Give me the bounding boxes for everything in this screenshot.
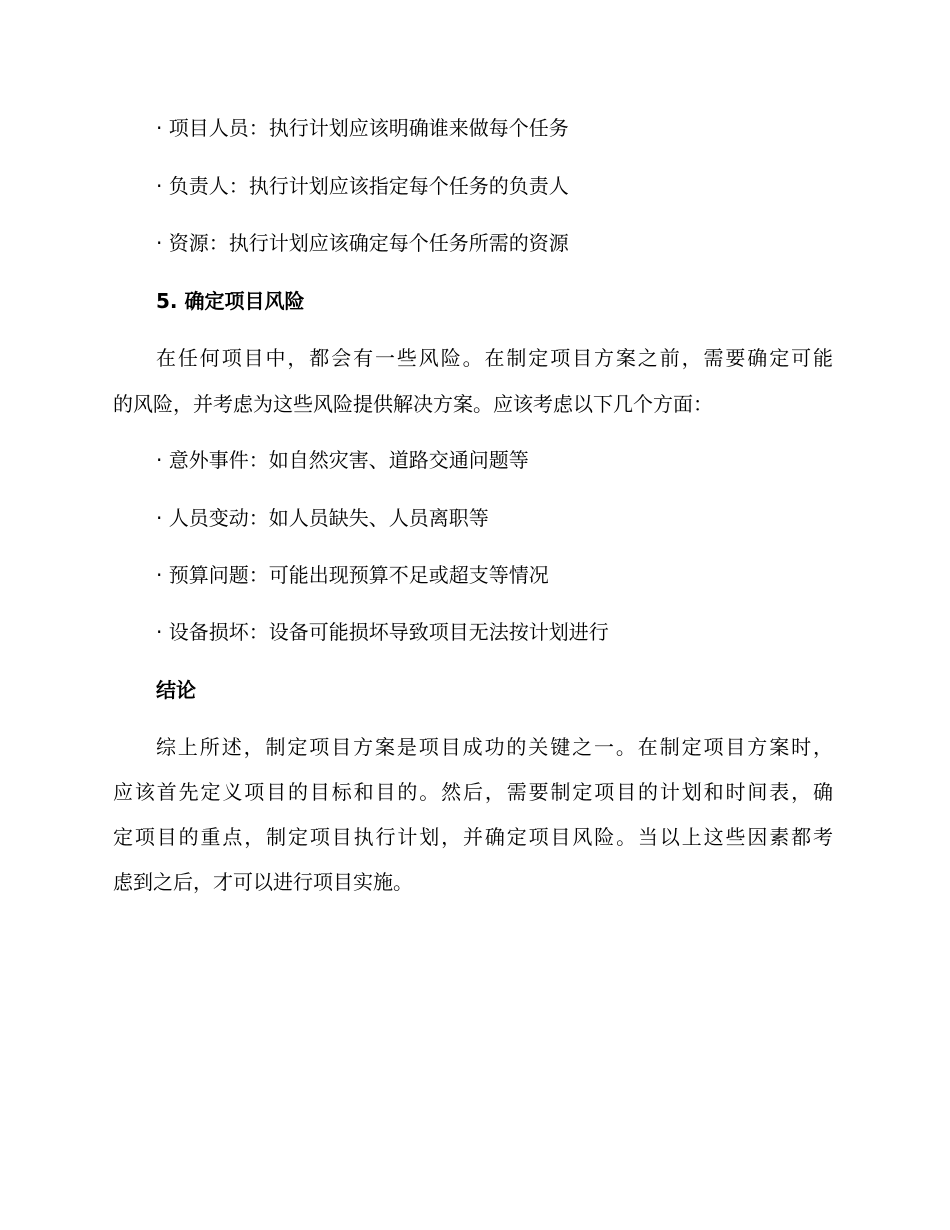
section-heading-conclusion: 结论 [156,678,196,702]
bullet-resources: · 资源：执行计划应该确定每个任务所需的资源 [156,231,569,255]
paragraph-conclusion-line-1: 综上所述，制定项目方案是项目成功的关键之一。在制定项目方案时， [156,735,833,759]
bullet-staff-changes: · 人员变动：如人员缺失、人员离职等 [156,506,489,530]
bullet-project-staff: · 项目人员：执行计划应该明确谁来做每个任务 [156,116,569,140]
paragraph-conclusion-line-2: 应该首先定义项目的目标和目的。然后，需要制定项目的计划和时间表，确 [113,780,833,804]
bullet-owner: · 负责人：执行计划应该指定每个任务的负责人 [156,174,569,198]
section-heading-risks: 5. 确定项目风险 [156,289,305,313]
paragraph-risks-line-1: 在任何项目中，都会有一些风险。在制定项目方案之前，需要确定可能 [156,346,833,370]
bullet-equipment-damage: · 设备损坏：设备可能损坏导致项目无法按计划进行 [156,620,609,644]
bullet-budget-issues: · 预算问题：可能出现预算不足或超支等情况 [156,563,549,587]
paragraph-conclusion-line-3: 定项目的重点，制定项目执行计划，并确定项目风险。当以上这些因素都考 [113,825,833,849]
paragraph-risks-line-2: 的风险，并考虑为这些风险提供解决方案。应该考虑以下几个方面： [113,392,713,416]
document-page [113,0,833,1230]
bullet-unexpected-events: · 意外事件：如自然灾害、道路交通问题等 [156,448,529,472]
paragraph-conclusion-line-4: 虑到之后，才可以进行项目实施。 [113,870,413,894]
